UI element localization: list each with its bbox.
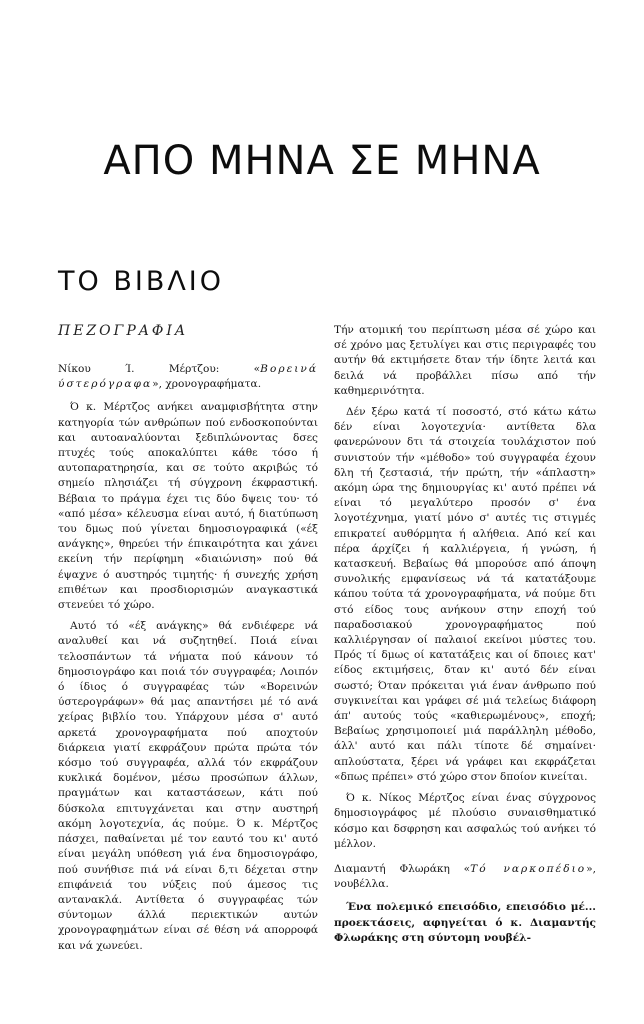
left-column: [58, 362, 318, 960]
paragraph: Τήν ατομική του περίπτωση μέσα σέ χώρο και σέ χρόνο μας ξετυλίγει και στις περιγραφές του αυτήν θά εκτιμήσετε δταν τήν ίδητε λειτά και δειλά νά προβάλλει πίσω από τήν καθημερινότητα.: [334, 324, 596, 397]
paragraph: Ό κ. Νίκος Μέρτζος είναι ένας σύγχρονος δημοσιογράφος μέ πλούσιο συναισθηματικό κόσμο και δσφρηση και ασφαλώς τού ανήκει τό μέλλον.: [334, 792, 596, 850]
paragraph: Ένα πολεμικό επεισόδιο, επεισόδιο μέ... προεκτάσεις, αφηγείται ό κ. Διαμαντής Φλωράκης στη σύντομη νουβέλ-: [334, 901, 596, 944]
book-title: Βορεινά ύστερόγραφα: [58, 363, 318, 391]
paragraph: Αυτό τό «έξ ανάγκης» θά ενδιέφερε νά αναλυθεί και νά συζητηθεί. Ποιά είναι τελοσπάντων τά νήματα πού κάνουν τό δημοσιογράφο και ποιά τόν συγγραφέα; Λοιπόν ό ίδιος ό συγγραφέας τών «Βορεινών ύστερογράφων» θά μας απαντήσει μέ τό ανά χείρας βιβλίο του. Υπάρχουν μέσα σ' αυτό αρκετά χρονογραφήματα πού αποχτούν διάρκεια γιατί εκφράζουν πρώτα πρώτα τόν κόσμο τού συγγραφέα, αλλά τόν εκφράζουν κυκλικά δομένον, μέσω προσώπων άλλων, πραγμάτων και καταστάσεων, κάτι πού δύσκολα επιτυγχάνεται και στην αυστηρή ακόμη λογοτεχνία, άς πούμε. Ό κ. Μέρτζος πάσχει, παθαίνεται μέ τον εαυτό του κι' αυτό είναι μεγάλη υπόθεση γιά ένα δημοσιογράφο, πού συνήθισε πιά νά είναι δ,τι δέχεται στην επιφάνειά του νύξεις πού άμεσος τις αντανακλά. Αντίθετα ό συγγραφέας τών σύντομων άλλά περιεκτικών αυτών χρονογραφημάτων είναι σέ θέση νά απορροφά και νά χωνεύει.: [58, 620, 318, 952]
book-heading: Νίκου Ί. Μέρτζου: «Βορεινά ύστερόγραφα», χρονογραφήματα.: [58, 363, 318, 391]
genre-heading: ΠΕΖΟΓΡΑΦΙΑ: [58, 323, 188, 339]
book-heading: Διαμαντή Φλωράκη «Τό ναρκοπέδιο», νουβέλλα.: [334, 862, 597, 891]
right-column: [334, 323, 596, 952]
book-title: Τό ναρκοπέδιο: [470, 862, 587, 875]
section-title: ΤΟ ΒΙΒΛΙΟ: [58, 266, 225, 297]
paragraph: Ό κ. Μέρτζος ανήκει αναμφισβήτητα στην κατηγορία τών ανθρώπων πού ενδοσκοπούνται και αυτοαναλύονται ξεδιπλώνοντας δσες πτυχές τούς αποκαλύπτει κάθε τόσο ή αυτοπαρατηρησία, και σε τούτο ακριβώς τό σημείο πλησιάζει τή σύγχρονη έκφραστική. Βέβαια το πράγμα έχει τις δύο δψεις του· τό «από μέσα» κέλευσμα είναι αυτό, ή διατύπωση του δμως πού γίνεται δημοσιογραφικά («έξ ανάγκης», θηρεύει τήν έπικαιρότητα και χάνει εκείνη τήν περίφημη «διαιώνιση» πού θά έψαχνε ό αυστηρός τιμητής· ή συνεχής χρήση επιθέτων και προσδιορισμών αναγκαστικά στενεύει τό χώρο.: [58, 401, 318, 612]
page-title: ΑΠΟ ΜΗΝΑ ΣΕ ΜΗΝΑ: [103, 138, 541, 184]
paragraph: Δέν ξέρω κατά τί ποσοστό, στό κάτω κάτω δέν είναι λογοτεχνία· αντίθετα δλα φανερώνουν δτι τά στοιχεία τουλάχιστον πού συνιστούν τήν «μέθοδο» τού συγγραφέα έχουν δλη τή ζεστασιά, τήν πρώτη, τήν «άπλαστη» ακόμη ώρα της δημιουργίας κι' αυτό πρέπει νά είναι τό μεγαλύτερο προσόν σ' ένα λογοτέχνημα, γιατί μόνο σ' αυτές τις στιγμές επικρατεί αυθόρμητα ή αλήθεια. Από κεί και πέρα άρχίζει ή καλλιέργεια, ή γνώση, ή κατασκευή. Βεβαίως θά μπορούσε από άποψη συνολικής εμφανίσεως νά τά κατατάξουμε κάπου τούτα τά χρονογραφήματα, νά πούμε δτι στό είδος τους ανήκουν στην εποχή τού παραδοσιακού χρονογραφήματος πού καλλιέργησαν οί παλαιοί εκείνοι μύστες του. Πρός τί δμως οί κατατάξεις και οί δποιες κατ' είδος εκτιμήσεις, δταν κι' αυτό δέν είναι σωστό; Όταν πρόκειται γιά έναν άνθρωπο πού συγκινείται και γράφει σέ μιά τελείως διάφορη άπ' αυτούς τούς «καθιερωμένους», εποχή; Βεβαίως χρησιμοποιεί μιά παράλληλη μέθοδο, άλλ' αυτό και πάλι τίποτε δέ σημαίνει· απλούστατα, ξέρει νά γράφει και εκφράζεται «δπως πρέπει» στό χώρο στον δποίον κινείται.: [334, 406, 596, 783]
